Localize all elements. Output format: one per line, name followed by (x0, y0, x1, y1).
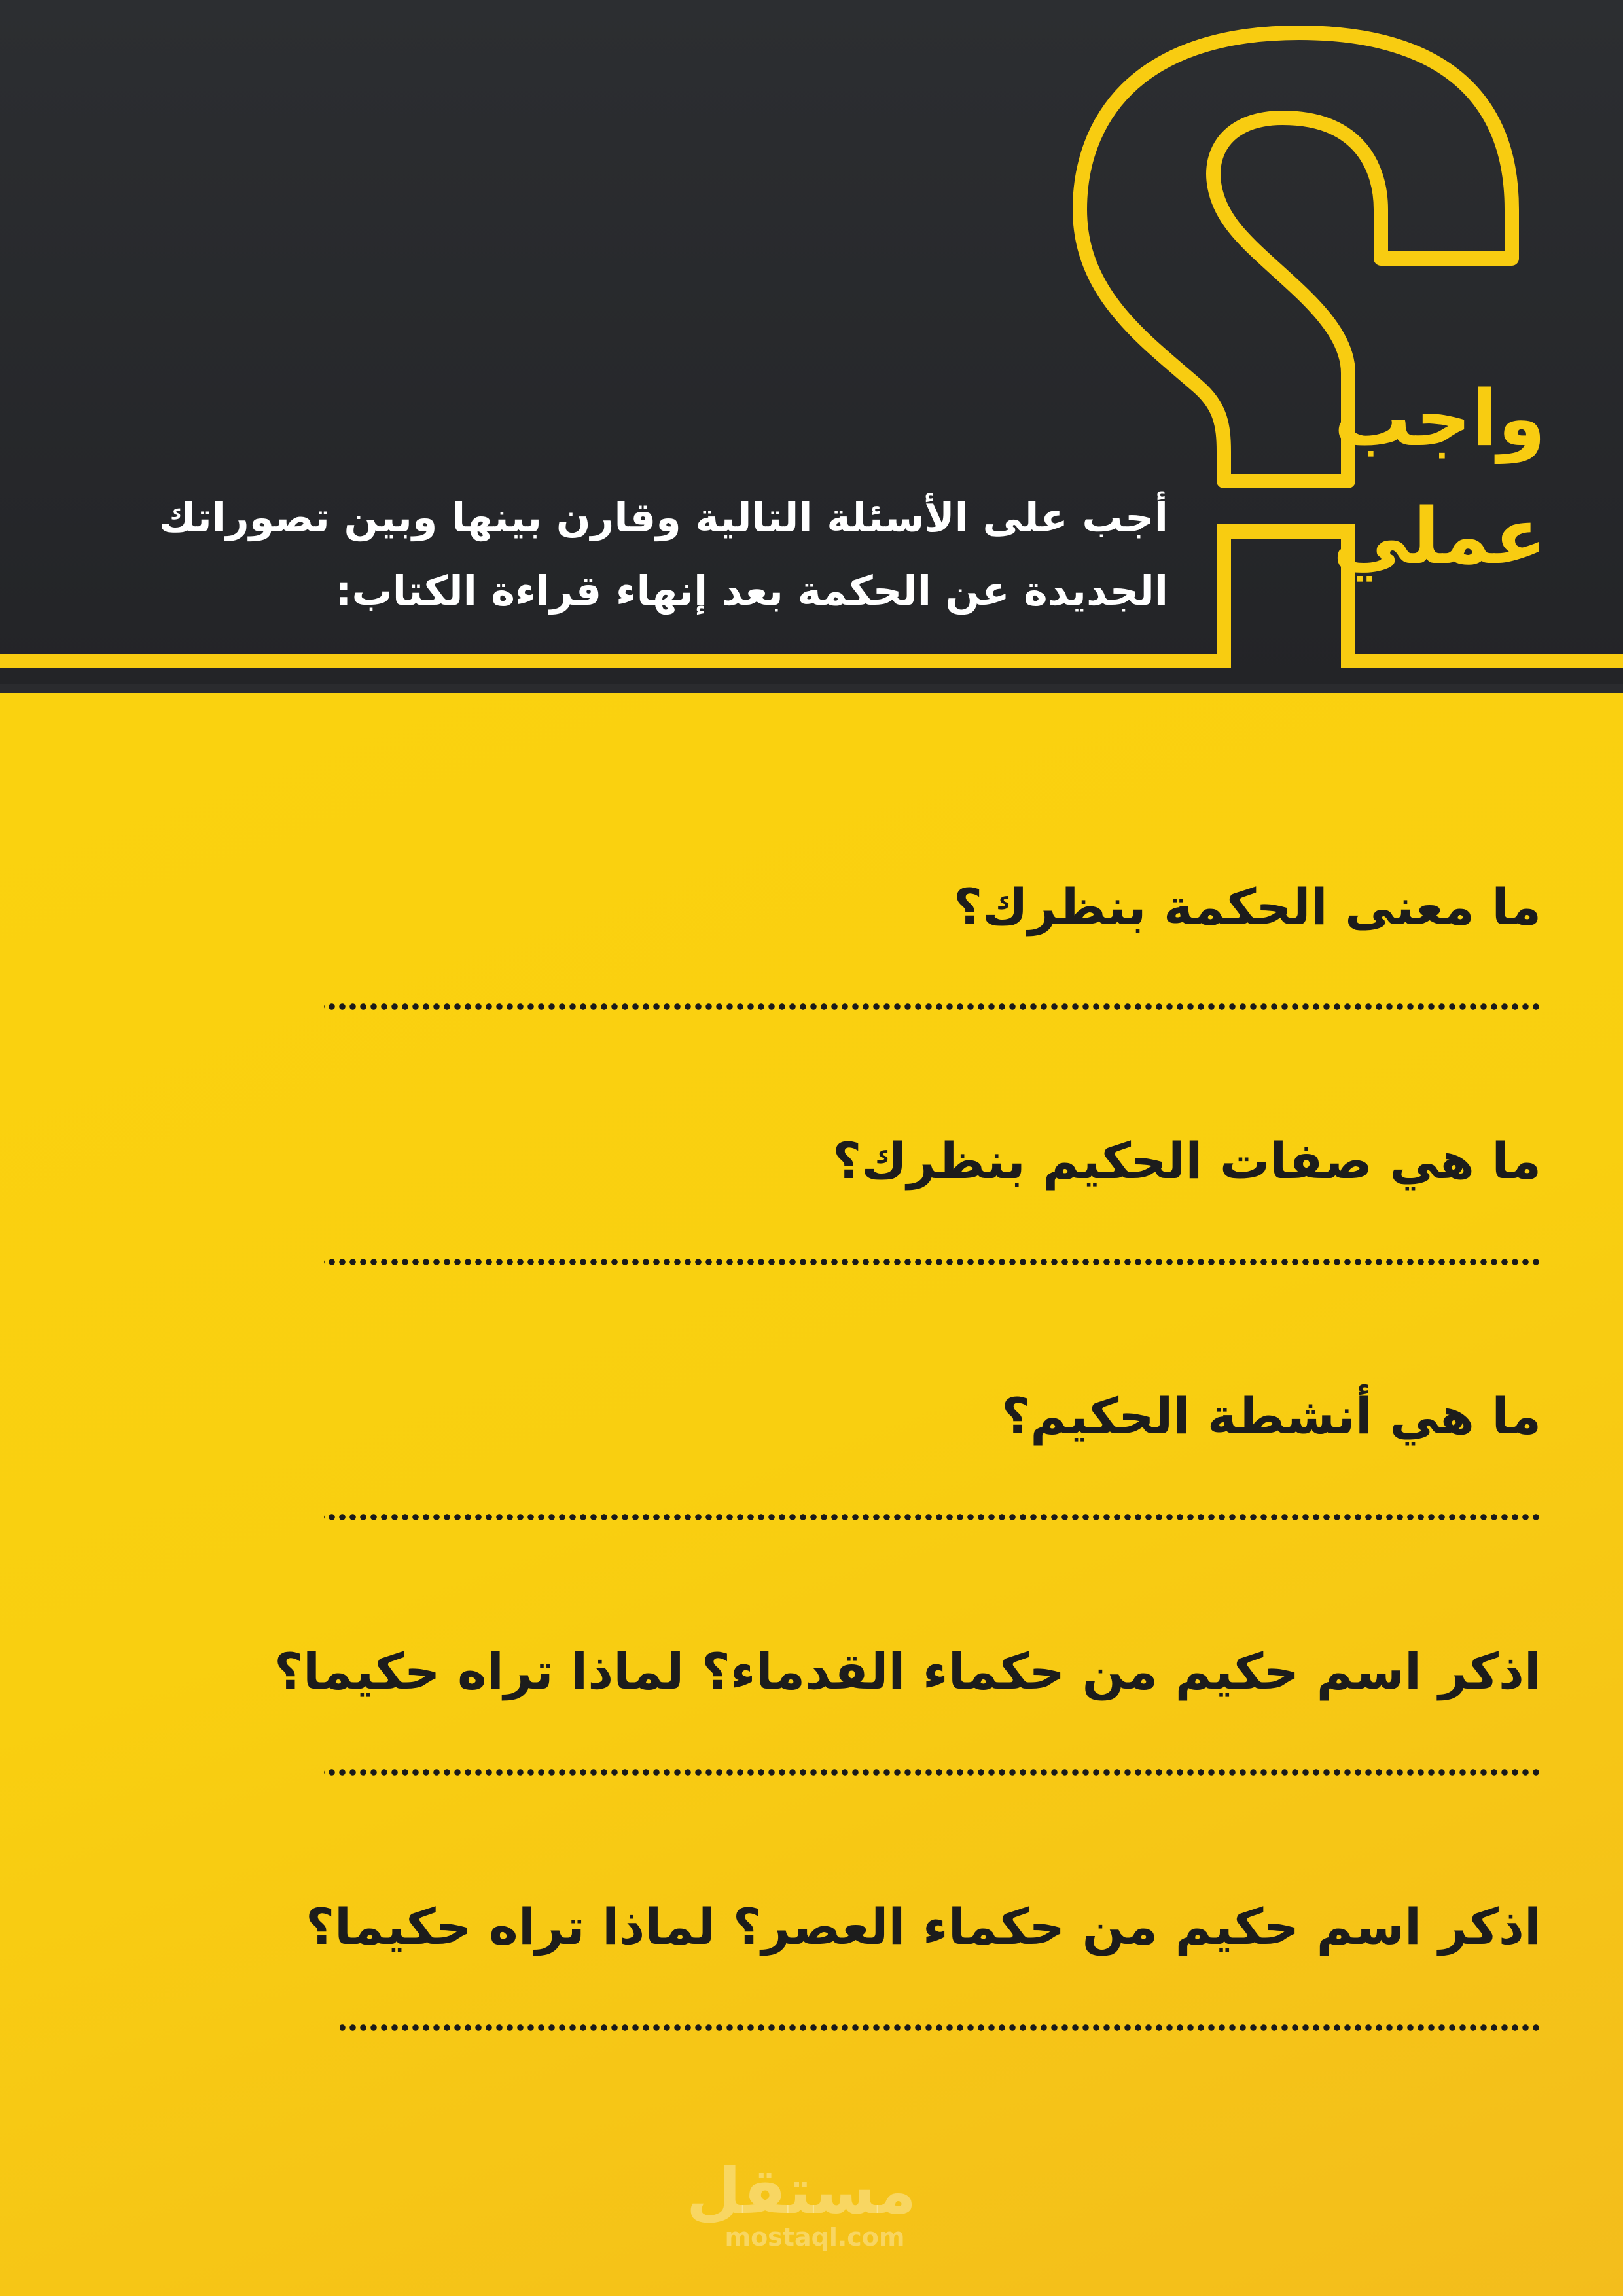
intro-text: أجب على الأسئلة التالية وقارن بينها وبين تصوراتك الجديدة عن الحكمة بعد إنهاء قراءة الكتاب: (158, 493, 1168, 615)
answer-line-3[interactable] (324, 1513, 1541, 1521)
question-5: اذكر اسم حكيم من حكماء العصر؟ لماذا تراه حكيما؟ (305, 1897, 1541, 1956)
title-word-2: عملي (1332, 491, 1547, 581)
question-4: اذكر اسم حكيم من حكماء القدماء؟ لماذا تراه حكيما؟ (274, 1642, 1541, 1700)
question-1: ما معنى الحكمة بنظرك؟ (953, 878, 1541, 936)
title-word-1: واجب (1334, 373, 1546, 463)
answer-line-4[interactable] (324, 1768, 1541, 1776)
watermark-latin: mostaql.com (724, 2223, 905, 2251)
question-2: ما هي صفات الحكيم بنظرك؟ (832, 1132, 1541, 1190)
watermark (686, 2155, 916, 2253)
question-3: ما هي أنشطة الحكيم؟ (1001, 1387, 1541, 1445)
watermark-arabic: مستقل (686, 2155, 916, 2228)
answer-line-1[interactable] (324, 1003, 1541, 1011)
answer-line-2[interactable] (324, 1258, 1541, 1266)
answer-line-5[interactable] (340, 2024, 1541, 2032)
